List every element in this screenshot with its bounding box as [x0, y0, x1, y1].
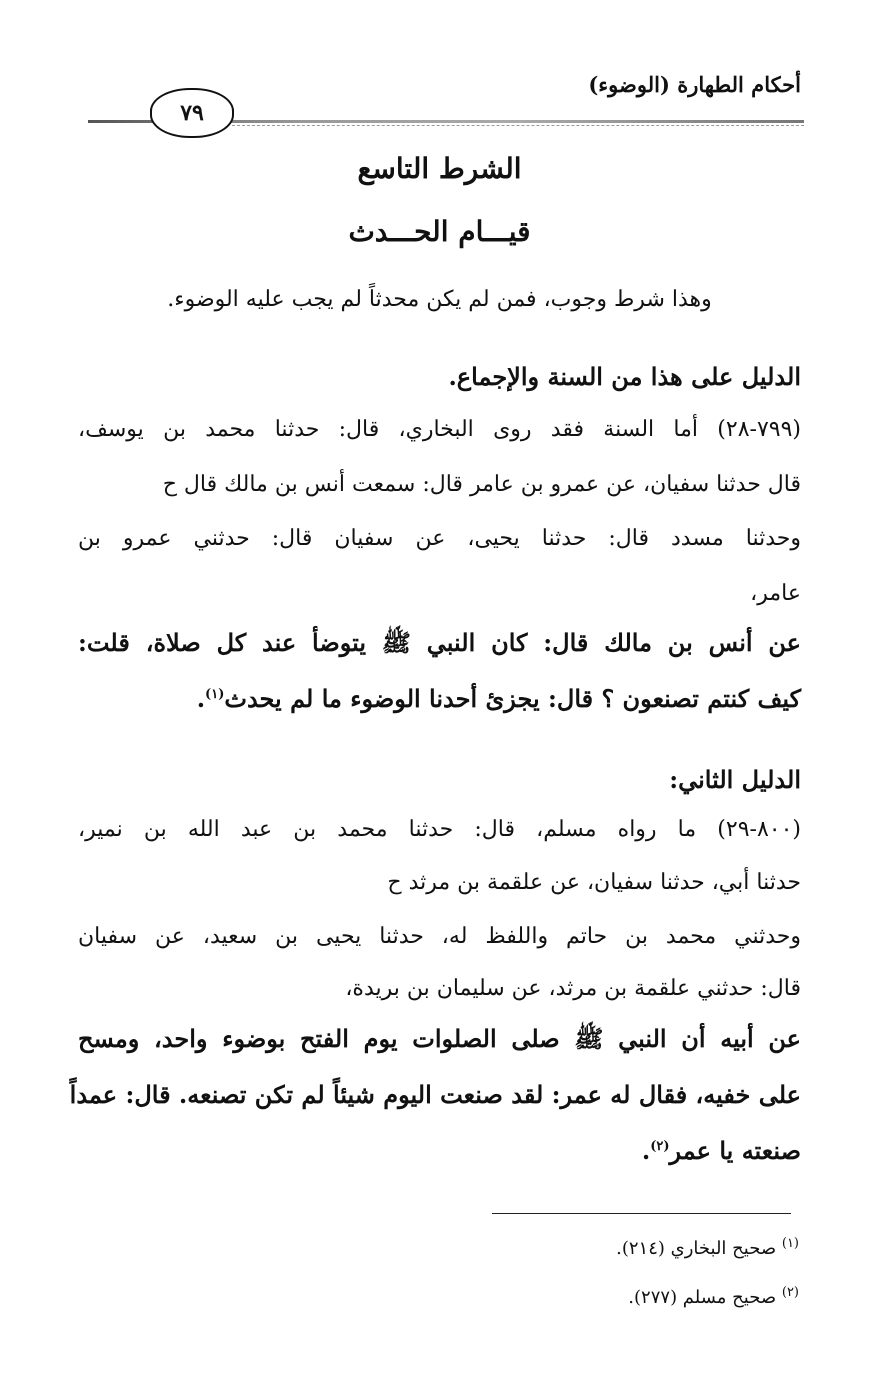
footnote-separator: [492, 1213, 791, 1214]
page-number: ٧٩: [150, 88, 234, 138]
isnad-1-line-3: وحدثنا مسدد قال: حدثنا يحيى، عن سفيان قال: حدثني عمرو بن: [78, 526, 801, 551]
footnote-1: [616, 1238, 799, 1259]
isnad-2-line-1: (٨٠٠-٢٩) ما رواه مسلم، قال: حدثنا محمد بن عبد الله بن نمير،: [78, 817, 801, 842]
footnote-1-marker: (١): [781, 1236, 799, 1251]
isnad-2-line-4: قال: حدثني علقمة بن مرثد، عن سليمان بن بريدة،: [345, 976, 801, 1001]
footnote-2: [628, 1287, 799, 1308]
hadith-2-line-3: صنعته يا عمر$^{(٢)}$.: [641, 1136, 801, 1165]
footnote-2-marker: (٢): [781, 1285, 799, 1300]
isnad-1-line-1: (٧٩٩-٢٨) أما السنة فقد روى البخاري، قال: حدثنا محمد بن يوسف،: [78, 417, 801, 442]
hadith-2-line-2: على خفيه، فقال له عمر: لقد صنعت اليوم شيئاً لم تكن تصنعه. قال: عمداً: [69, 1080, 801, 1109]
intro-paragraph: وهذا شرط وجوب، فمن لم يكن محدثاً لم يجب عليه الوضوء.: [167, 287, 712, 312]
hadith-2-line-1: عن أبيه أن النبي ﷺ صلى الصلوات يوم الفتح بوضوء واحد، ومسح: [78, 1024, 801, 1053]
footnote-1-text: صحيح البخاري (٢١٤).: [616, 1238, 777, 1259]
footnote-ref-2: (٢): [650, 1139, 670, 1154]
section-subtitle: قيـــام الحـــدث: [348, 215, 531, 248]
evidence-heading: الدليل على هذا من السنة والإجماع.: [448, 362, 801, 391]
isnad-1-line-4: عامر،: [750, 581, 801, 606]
second-evidence-heading: الدليل الثاني:: [669, 765, 801, 794]
header-rule-ornament: [232, 125, 804, 127]
hadith-1-line-1: عن أنس بن مالك قال: كان النبي ﷺ يتوضأ عند كل صلاة، قلت:: [78, 628, 801, 657]
hadith-2-text: صنعته يا عمر: [669, 1136, 801, 1165]
hadith-1-text: كيف كنتم تصنعون ؟ قال: يجزئ أحدنا الوضوء ما لم يحدث: [224, 684, 801, 713]
footnote-2-text: صحيح مسلم (٢٧٧).: [628, 1287, 777, 1308]
footnote-ref-1: (١): [205, 687, 225, 702]
section-title: الشرط التاسع: [357, 152, 522, 185]
running-title: أحكام الطهارة (الوضوء): [588, 72, 801, 97]
isnad-1-line-2: قال حدثنا سفيان، عن عمرو بن عامر قال: سمعت أنس بن مالك قال ح: [162, 472, 801, 497]
isnad-2-line-3: وحدثني محمد بن حاتم واللفظ له، حدثنا يحيى بن سعيد، عن سفيان: [78, 924, 801, 949]
isnad-2-line-2: حدثنا أبي، حدثنا سفيان، عن علقمة بن مرثد ح: [387, 870, 801, 895]
hadith-1-line-2: كيف كنتم تصنعون ؟ قال: يجزئ أحدنا الوضوء ما لم يحدث$^{(١)}$.: [196, 684, 801, 713]
